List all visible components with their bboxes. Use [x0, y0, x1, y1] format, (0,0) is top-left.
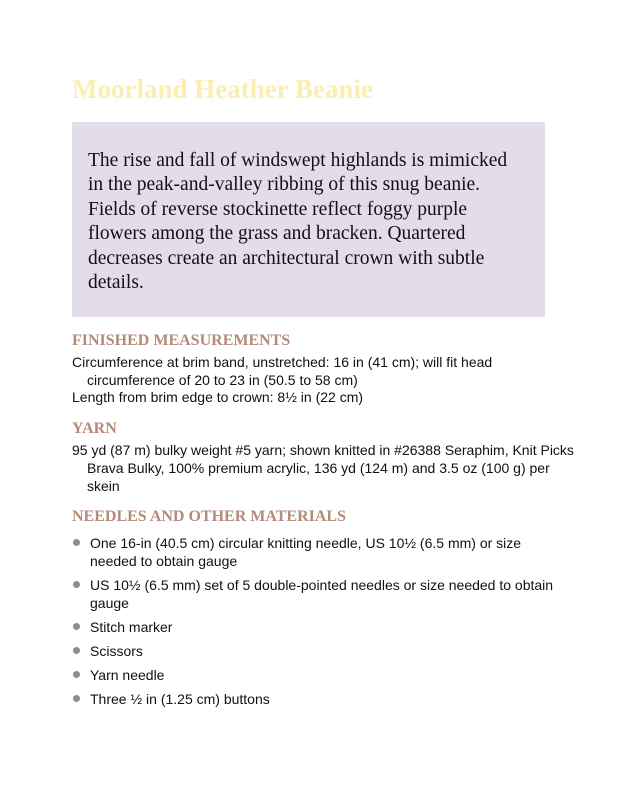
bullet-dot-icon	[73, 647, 80, 654]
list-item-text: Stitch marker	[90, 619, 173, 635]
bullet-dot-icon	[73, 581, 80, 588]
yarn-description: 95 yd (87 m) bulky weight #5 yarn; shown knitted in #26388 Seraphim, Knit Picks Brava Bulky, 100% premium acrylic, 136 yd (124 m) and 3.5 oz (100 g) per skein	[72, 442, 574, 494]
measurement-circumference: Circumference at brim band, unstretched: 16 in (41 cm); will fit head circumference of 20 to 23 in (50.5 to 58 cm)	[72, 354, 493, 388]
list-item	[72, 534, 562, 570]
list-item-text: Scissors	[90, 643, 143, 659]
list-item-text: Three ½ in (1.25 cm) buttons	[90, 691, 270, 707]
list-item	[72, 576, 562, 612]
materials-heading: NEEDLES AND OTHER MATERIALS	[72, 508, 346, 525]
measurements-heading: FINISHED MEASUREMENTS	[72, 332, 291, 349]
list-item-text: Yarn needle	[90, 667, 165, 683]
bullet-dot-icon	[73, 695, 80, 702]
list-item	[72, 690, 562, 708]
yarn-heading: YARN	[72, 420, 117, 437]
list-item	[72, 666, 562, 684]
pattern-title: Moorland Heather Beanie	[72, 74, 373, 104]
list-item	[72, 618, 562, 636]
materials-list	[72, 534, 562, 714]
intro-text: The rise and fall of windswept highlands is mimicked in the peak-and-valley ribbing of this snug beanie. Fields of reverse stockinette reflect foggy purple flowers among the grass and bracken. Quartered decreases create an architectural crown with subtle details.	[88, 150, 508, 294]
bullet-dot-icon	[73, 539, 80, 546]
measurement-length: Length from brim edge to crown: 8½ in (22 cm)	[72, 389, 364, 405]
list-item-text: One 16-in (40.5 cm) circular knitting needle, US 10½ (6.5 mm) or size needed to obtain gauge	[90, 535, 522, 569]
list-item	[72, 642, 562, 660]
intro-box	[72, 122, 545, 317]
list-item-text: US 10½ (6.5 mm) set of 5 double-pointed needles or size needed to obtain gauge	[90, 577, 554, 611]
bullet-dot-icon	[73, 671, 80, 678]
bullet-dot-icon	[73, 623, 80, 630]
